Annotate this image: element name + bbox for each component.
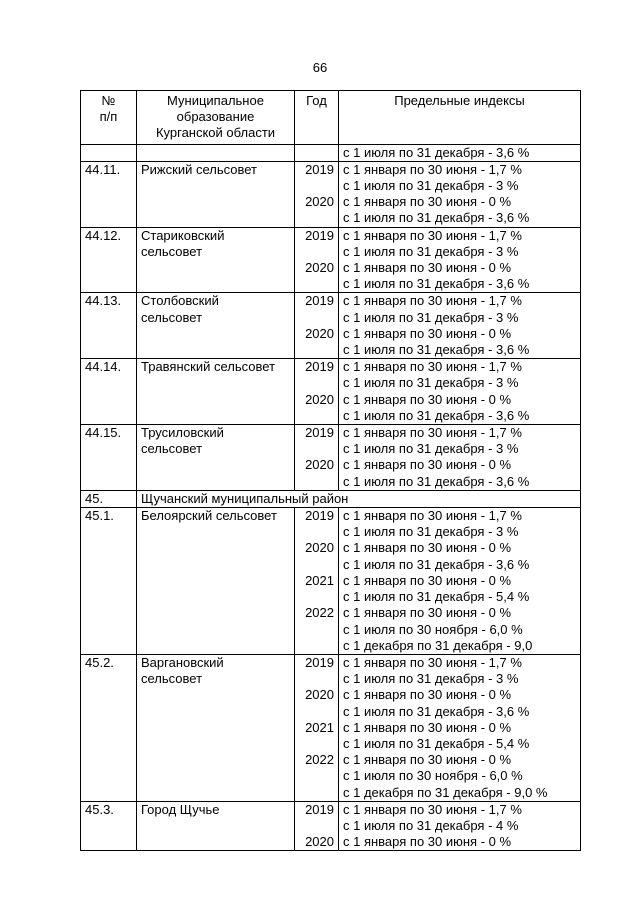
year-spacer xyxy=(299,589,334,605)
municipality-name-line: Белоярский сельсовет xyxy=(141,508,277,524)
year-label: 2020 xyxy=(305,391,334,407)
index-line: с 1 января по 30 июня - 0 % xyxy=(343,260,512,276)
year-spacer xyxy=(299,441,334,457)
year-label: 2020 xyxy=(305,540,334,556)
name-cell xyxy=(137,144,295,161)
year-label: 2020 xyxy=(305,194,334,210)
num-cell: 44.13. xyxy=(81,293,137,359)
year-cell xyxy=(295,293,339,359)
year-label: 2022 xyxy=(305,605,334,621)
table-row xyxy=(81,508,581,655)
year-label: 2020 xyxy=(305,457,334,473)
index-line: с 1 января по 30 июня - 0 % xyxy=(343,752,512,768)
num-cell: 44.11. xyxy=(81,161,137,227)
year-spacer xyxy=(299,244,334,260)
header-municipality xyxy=(137,91,295,145)
header-indices: Предельные индексы xyxy=(339,91,581,145)
name-cell xyxy=(137,508,295,655)
year-spacer xyxy=(299,768,334,784)
municipality-name-line: Трусиловский xyxy=(141,425,224,441)
year-label: 2019 xyxy=(305,293,334,309)
header-municipality-line: Муниципальное xyxy=(167,93,264,108)
year-spacer xyxy=(299,621,334,637)
index-line: с 1 января по 30 июня - 1,7 % xyxy=(343,227,522,243)
indices-cell xyxy=(339,508,581,655)
year-cell xyxy=(295,359,339,425)
name-cell xyxy=(137,359,295,425)
year-spacer xyxy=(299,524,334,540)
continuation-row xyxy=(81,144,581,161)
index-line: с 1 июля по 31 декабря - 3,6 % xyxy=(343,473,530,489)
index-line: с 1 января по 30 июня - 1,7 % xyxy=(343,508,522,524)
index-line: с 1 июля по 31 декабря - 3,6 % xyxy=(343,407,530,423)
year-spacer xyxy=(299,638,334,654)
index-line: с 1 декабря по 31 декабря - 9,0 % xyxy=(343,784,548,800)
municipality-name-line: сельсовет xyxy=(141,671,203,687)
name-cell xyxy=(137,801,295,851)
indices-cell xyxy=(339,654,581,801)
index-line: с 1 июля по 31 декабря - 3,6 % xyxy=(343,342,530,358)
indices-cell xyxy=(339,425,581,491)
indices-table xyxy=(80,90,581,851)
index-line: с 1 июля по 31 декабря - 3,6 % xyxy=(343,144,530,160)
index-line: с 1 июля по 31 декабря - 3,6 % xyxy=(343,210,530,226)
year-spacer xyxy=(299,736,334,752)
year-cell xyxy=(295,654,339,801)
year-label: 2019 xyxy=(305,227,334,243)
header-num xyxy=(81,91,137,145)
municipality-name-line: Варгановский xyxy=(141,654,224,670)
num-cell: 45.3. xyxy=(81,801,137,851)
municipality-name-line: Стариковский xyxy=(141,227,225,243)
municipality-name-line: Травянский сельсовет xyxy=(141,359,276,375)
index-line: с 1 января по 30 июня - 0 % xyxy=(343,540,512,556)
year-label: 2019 xyxy=(305,508,334,524)
year-label: 2021 xyxy=(305,719,334,735)
indices-cell xyxy=(339,293,581,359)
num-cell: 44.14. xyxy=(81,359,137,425)
index-line: с 1 января по 30 июня - 1,7 % xyxy=(343,425,522,441)
index-line: с 1 января по 30 июня - 0 % xyxy=(343,834,512,850)
year-label: 2020 xyxy=(305,260,334,276)
municipality-name-line: Рижский сельсовет xyxy=(141,161,257,177)
year-spacer xyxy=(299,671,334,687)
num-cell: 45. xyxy=(81,490,137,507)
table-row xyxy=(81,227,581,293)
year-spacer xyxy=(299,178,334,194)
index-line: с 1 января по 30 июня - 0 % xyxy=(343,719,512,735)
header-num-line: п/п xyxy=(99,109,118,125)
index-line: с 1 июля по 31 декабря - 3 % xyxy=(343,375,519,391)
index-line: с 1 июля по 31 декабря - 3 % xyxy=(343,243,519,259)
num-cell xyxy=(81,144,137,161)
index-line: с 1 января по 30 июня - 0 % xyxy=(343,605,512,621)
year-label: 2019 xyxy=(305,359,334,375)
table-row xyxy=(81,654,581,801)
municipality-name-line: сельсовет xyxy=(141,309,203,325)
header-num-line: № xyxy=(101,93,116,108)
table-row xyxy=(81,293,581,359)
header-municipality-line: Курганской области xyxy=(155,125,276,141)
index-line: с 1 января по 30 июня - 0 % xyxy=(343,572,512,588)
year-spacer xyxy=(299,474,334,490)
section-row xyxy=(81,490,581,507)
num-cell: 44.15. xyxy=(81,425,137,491)
section-name-cell: Щучанский муниципальный район xyxy=(137,490,581,507)
year-spacer xyxy=(299,342,334,358)
name-cell xyxy=(137,227,295,293)
index-line: с 1 января по 30 июня - 1,7 % xyxy=(343,801,522,817)
indices-cell xyxy=(339,161,581,227)
year-label: 2019 xyxy=(305,654,334,670)
index-line: с 1 июля по 31 декабря - 4 % xyxy=(343,817,519,833)
index-line: с 1 января по 30 июня - 0 % xyxy=(343,391,512,407)
year-label: 2020 xyxy=(305,834,334,850)
index-line: с 1 июля по 31 декабря - 3,6 % xyxy=(343,276,530,292)
municipality-name-line: сельсовет xyxy=(141,243,203,259)
name-cell xyxy=(137,161,295,227)
table-row xyxy=(81,801,581,851)
index-line: с 1 декабря по 31 декабря - 9,0 xyxy=(343,637,533,653)
index-line: с 1 июля по 31 декабря - 3 % xyxy=(343,524,519,540)
year-label: 2020 xyxy=(305,687,334,703)
header-municipality-line: образование xyxy=(176,109,255,125)
num-cell: 45.2. xyxy=(81,654,137,801)
index-line: с 1 июля по 31 декабря - 3 % xyxy=(343,309,519,325)
year-spacer xyxy=(299,557,334,573)
indices-cell xyxy=(339,801,581,851)
header-row xyxy=(81,91,581,145)
header-year: Год xyxy=(295,91,339,145)
table-row xyxy=(81,425,581,491)
index-line: с 1 июля по 31 декабря - 3,6 % xyxy=(343,556,530,572)
index-line: с 1 января по 30 июня - 0 % xyxy=(343,457,512,473)
index-line: с 1 июля по 30 ноября - 6,0 % xyxy=(343,621,523,637)
year-spacer xyxy=(299,784,334,800)
index-line: с 1 января по 30 июня - 0 % xyxy=(343,325,512,341)
year-spacer xyxy=(299,704,334,720)
index-line: с 1 июля по 30 ноября - 6,0 % xyxy=(343,768,523,784)
year-cell xyxy=(295,508,339,655)
year-spacer xyxy=(299,276,334,292)
table-row xyxy=(81,161,581,227)
year-label: 2021 xyxy=(305,572,334,588)
indices-cell xyxy=(339,144,581,161)
year-spacer xyxy=(299,408,334,424)
index-line: с 1 января по 30 июня - 1,7 % xyxy=(343,359,522,375)
municipality-name-line: Город Щучье xyxy=(141,801,220,817)
index-line: с 1 июля по 31 декабря - 3,6 % xyxy=(343,703,530,719)
index-line: с 1 июля по 31 декабря - 5,4 % xyxy=(343,735,530,751)
year-cell xyxy=(295,161,339,227)
index-line: с 1 января по 30 июня - 0 % xyxy=(343,194,512,210)
num-cell: 44.12. xyxy=(81,227,137,293)
index-line: с 1 июля по 31 декабря - 3 % xyxy=(343,441,519,457)
year-spacer xyxy=(299,818,334,834)
index-line: с 1 июля по 31 декабря - 5,4 % xyxy=(343,589,530,605)
indices-cell xyxy=(339,359,581,425)
year-label: 2020 xyxy=(305,325,334,341)
indices-cell xyxy=(339,227,581,293)
name-cell xyxy=(137,293,295,359)
municipality-name-line: сельсовет xyxy=(141,441,203,457)
index-line: с 1 июля по 31 декабря - 3 % xyxy=(343,671,519,687)
name-cell xyxy=(137,425,295,491)
year-spacer xyxy=(299,310,334,326)
year-label: 2019 xyxy=(305,801,334,817)
year-label: 2019 xyxy=(305,161,334,177)
table-row xyxy=(81,359,581,425)
page-number: 66 xyxy=(312,60,328,75)
year-spacer xyxy=(299,210,334,226)
name-cell xyxy=(137,654,295,801)
year-cell xyxy=(295,425,339,491)
year-cell xyxy=(295,144,339,161)
index-line: с 1 января по 30 июня - 1,7 % xyxy=(343,161,522,177)
table-body xyxy=(81,144,581,851)
index-line: с 1 июля по 31 декабря - 3 % xyxy=(343,178,519,194)
municipality-name-line: Столбовский xyxy=(141,293,219,309)
num-cell: 45.1. xyxy=(81,508,137,655)
index-line: с 1 января по 30 июня - 0 % xyxy=(343,687,512,703)
index-line: с 1 января по 30 июня - 1,7 % xyxy=(343,654,522,670)
year-label: 2019 xyxy=(305,425,334,441)
year-cell xyxy=(295,227,339,293)
year-cell xyxy=(295,801,339,851)
year-spacer xyxy=(299,375,334,391)
table-header xyxy=(81,91,581,145)
year-label: 2022 xyxy=(305,752,334,768)
index-line: с 1 января по 30 июня - 1,7 % xyxy=(343,293,522,309)
